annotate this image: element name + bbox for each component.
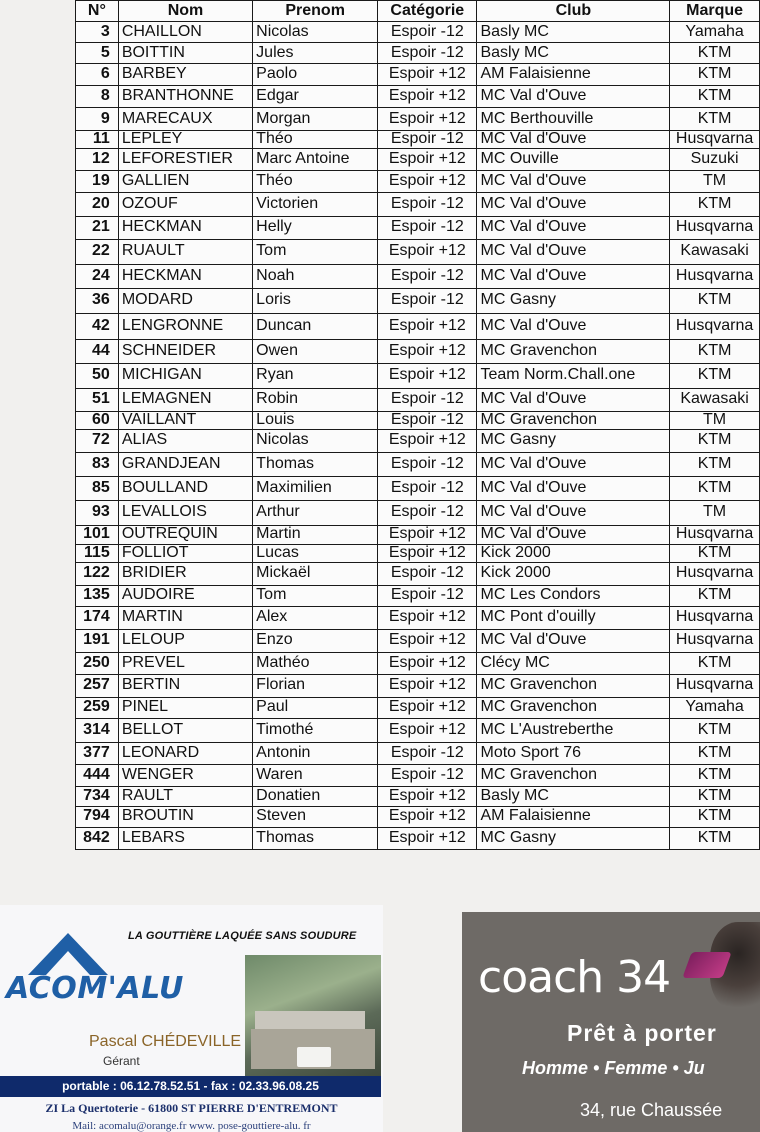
acomalu-brand: ACOM'ALU — [6, 971, 184, 1006]
cell-club: MC Val d'Ouve — [477, 452, 670, 476]
cell-club: MC Ouville — [477, 148, 670, 170]
cell-categorie: Espoir -12 — [378, 288, 477, 313]
cell-num: 44 — [76, 339, 119, 363]
cell-prenom: Jules — [253, 43, 378, 64]
table-row — [76, 64, 760, 86]
cell-prenom: Alex — [253, 606, 378, 629]
cell-nom: PINEL — [118, 697, 252, 718]
cell-nom: CHAILLON — [118, 22, 252, 43]
acomalu-slogan: LA GOUTTIÈRE LAQUÉE SANS SOUDURE — [128, 930, 357, 942]
coach34-street: 34, rue Chaussée — [580, 1100, 723, 1120]
cell-club: MC Pont d'ouilly — [477, 606, 670, 629]
cell-nom: BOULLAND — [118, 476, 252, 500]
table-row — [76, 339, 760, 363]
cell-prenom: Thomas — [253, 452, 378, 476]
cell-marque: KTM — [670, 786, 760, 806]
cell-nom: FOLLIOT — [118, 544, 252, 562]
cell-nom: GRANDJEAN — [118, 452, 252, 476]
table-row — [76, 652, 760, 674]
acomalu-mail: Mail: acomalu@orange.fr www. pose-gouttiere-alu. fr — [72, 1120, 311, 1132]
header-nom: Nom — [118, 1, 252, 22]
cell-categorie: Espoir +12 — [378, 148, 477, 170]
cell-num: 734 — [76, 786, 119, 806]
cell-num: 5 — [76, 43, 119, 64]
cell-marque: Kawasaki — [670, 239, 760, 264]
cell-prenom: Enzo — [253, 629, 378, 652]
cell-num: 314 — [76, 718, 119, 742]
cell-club: MC Gasny — [477, 429, 670, 452]
cell-marque: Husqvarna — [670, 264, 760, 288]
header-prenom: Prenom — [253, 1, 378, 22]
cell-categorie: Espoir +12 — [378, 629, 477, 652]
cell-club: MC Val d'Ouve — [477, 264, 670, 288]
table-header-row — [76, 1, 760, 22]
cell-nom: ALIAS — [118, 429, 252, 452]
cell-prenom: Tom — [253, 585, 378, 606]
cell-categorie: Espoir -12 — [378, 264, 477, 288]
cell-categorie: Espoir -12 — [378, 388, 477, 411]
riders-table — [75, 0, 760, 850]
cell-categorie: Espoir -12 — [378, 131, 477, 149]
cell-num: 101 — [76, 525, 119, 544]
cell-categorie: Espoir -12 — [378, 742, 477, 764]
cell-nom: MARECAUX — [118, 108, 252, 131]
cell-prenom: Owen — [253, 339, 378, 363]
cell-prenom: Mickaël — [253, 562, 378, 585]
cell-nom: VAILLANT — [118, 411, 252, 429]
cell-categorie: Espoir +12 — [378, 525, 477, 544]
table-row — [76, 562, 760, 585]
cell-num: 21 — [76, 216, 119, 239]
acomalu-person: Pascal CHÉDEVILLE — [89, 1033, 242, 1050]
cell-categorie: Espoir -12 — [378, 500, 477, 525]
cell-prenom: Lucas — [253, 544, 378, 562]
cell-marque: KTM — [670, 827, 760, 849]
table-row — [76, 525, 760, 544]
cell-categorie: Espoir +12 — [378, 64, 477, 86]
cell-prenom: Nicolas — [253, 22, 378, 43]
header-categorie: Catégorie — [378, 1, 477, 22]
cell-categorie: Espoir +12 — [378, 652, 477, 674]
cell-nom: RUAULT — [118, 239, 252, 264]
cell-nom: BROUTIN — [118, 806, 252, 827]
cell-num: 8 — [76, 86, 119, 108]
cell-club: MC Gravenchon — [477, 697, 670, 718]
coach34-ad — [462, 912, 760, 1132]
cell-marque: Suzuki — [670, 148, 760, 170]
table-row — [76, 827, 760, 849]
cell-prenom: Noah — [253, 264, 378, 288]
table-row — [76, 216, 760, 239]
cell-categorie: Espoir -12 — [378, 43, 477, 64]
cell-club: MC Gasny — [477, 827, 670, 849]
table-row — [76, 742, 760, 764]
cell-nom: RAULT — [118, 786, 252, 806]
cell-nom: LEBARS — [118, 827, 252, 849]
cell-marque: KTM — [670, 452, 760, 476]
cell-categorie: Espoir +12 — [378, 806, 477, 827]
cell-prenom: Arthur — [253, 500, 378, 525]
cell-nom: LEVALLOIS — [118, 500, 252, 525]
cell-nom: SCHNEIDER — [118, 339, 252, 363]
cell-marque: Kawasaki — [670, 388, 760, 411]
table-row — [76, 192, 760, 216]
table-row — [76, 108, 760, 131]
cell-categorie: Espoir +12 — [378, 697, 477, 718]
cell-nom: BRANTHONNE — [118, 86, 252, 108]
cell-marque: KTM — [670, 742, 760, 764]
table-row — [76, 86, 760, 108]
cell-nom: GALLIEN — [118, 170, 252, 192]
cell-categorie: Espoir -12 — [378, 22, 477, 43]
cell-prenom: Victorien — [253, 192, 378, 216]
cell-club: Kick 2000 — [477, 562, 670, 585]
acomalu-address: ZI La Quertoterie - 61800 ST PIERRE D'ENTREMONT — [45, 1101, 338, 1115]
table-row — [76, 764, 760, 786]
table-row — [76, 476, 760, 500]
cell-num: 6 — [76, 64, 119, 86]
acomalu-logo-icon — [28, 933, 108, 975]
cell-club: Kick 2000 — [477, 544, 670, 562]
cell-num: 22 — [76, 239, 119, 264]
coach34-brand: coach 34 — [478, 952, 671, 1003]
cell-club: Basly MC — [477, 786, 670, 806]
table-row — [76, 313, 760, 339]
cell-club: MC Val d'Ouve — [477, 629, 670, 652]
cell-club: Clécy MC — [477, 652, 670, 674]
cell-prenom: Paul — [253, 697, 378, 718]
cell-nom: HECKMAN — [118, 264, 252, 288]
cell-nom: BRIDIER — [118, 562, 252, 585]
table-row — [76, 500, 760, 525]
cell-num: 257 — [76, 674, 119, 697]
cell-marque: KTM — [670, 652, 760, 674]
acomalu-phones: portable : 06.12.78.52.51 - fax : 02.33.96.08.25 — [0, 1076, 381, 1097]
table-row — [76, 264, 760, 288]
header-club: Club — [477, 1, 670, 22]
cell-marque: TM — [670, 170, 760, 192]
cell-club: MC Val d'Ouve — [477, 525, 670, 544]
cell-nom: WENGER — [118, 764, 252, 786]
cell-categorie: Espoir -12 — [378, 562, 477, 585]
cell-prenom: Edgar — [253, 86, 378, 108]
table-row — [76, 170, 760, 192]
coach34-tagline: Prêt à porter — [567, 1020, 717, 1046]
cell-num: 50 — [76, 363, 119, 388]
cell-prenom: Marc Antoine — [253, 148, 378, 170]
table-row — [76, 674, 760, 697]
cell-marque: KTM — [670, 43, 760, 64]
cell-num: 377 — [76, 742, 119, 764]
cell-club: MC Gasny — [477, 288, 670, 313]
cell-categorie: Espoir +12 — [378, 363, 477, 388]
cell-prenom: Théo — [253, 170, 378, 192]
cell-club: Basly MC — [477, 22, 670, 43]
building-photo — [245, 955, 381, 1080]
cell-club: MC Val d'Ouve — [477, 86, 670, 108]
cell-prenom: Waren — [253, 764, 378, 786]
cell-club: Basly MC — [477, 43, 670, 64]
cell-categorie: Espoir +12 — [378, 239, 477, 264]
cell-marque: KTM — [670, 429, 760, 452]
cell-num: 72 — [76, 429, 119, 452]
cell-nom: AUDOIRE — [118, 585, 252, 606]
cell-categorie: Espoir -12 — [378, 476, 477, 500]
cell-marque: KTM — [670, 476, 760, 500]
acomalu-ad — [0, 905, 383, 1132]
cell-prenom: Mathéo — [253, 652, 378, 674]
cell-marque: KTM — [670, 585, 760, 606]
table-row — [76, 239, 760, 264]
cell-categorie: Espoir +12 — [378, 86, 477, 108]
cell-marque: KTM — [670, 86, 760, 108]
table-row — [76, 718, 760, 742]
cell-prenom: Steven — [253, 806, 378, 827]
cell-nom: MARTIN — [118, 606, 252, 629]
header-num: N° — [76, 1, 119, 22]
cell-prenom: Donatien — [253, 786, 378, 806]
cell-club: MC Gravenchon — [477, 674, 670, 697]
cell-prenom: Florian — [253, 674, 378, 697]
table-row — [76, 786, 760, 806]
cell-club: MC Gravenchon — [477, 411, 670, 429]
cell-num: 3 — [76, 22, 119, 43]
table-row — [76, 697, 760, 718]
cell-marque: KTM — [670, 64, 760, 86]
cell-num: 794 — [76, 806, 119, 827]
cell-num: 191 — [76, 629, 119, 652]
cell-prenom: Tom — [253, 239, 378, 264]
cell-marque: TM — [670, 411, 760, 429]
cell-categorie: Espoir -12 — [378, 192, 477, 216]
table-row — [76, 22, 760, 43]
cell-num: 444 — [76, 764, 119, 786]
cell-marque: Husqvarna — [670, 313, 760, 339]
cell-categorie: Espoir -12 — [378, 216, 477, 239]
table-row — [76, 411, 760, 429]
cell-club: MC Gravenchon — [477, 764, 670, 786]
cell-marque: Husqvarna — [670, 131, 760, 149]
cell-club: AM Falaisienne — [477, 64, 670, 86]
cell-club: MC Val d'Ouve — [477, 500, 670, 525]
cell-num: 9 — [76, 108, 119, 131]
cell-prenom: Thomas — [253, 827, 378, 849]
cell-num: 51 — [76, 388, 119, 411]
cell-marque: KTM — [670, 192, 760, 216]
cell-marque: Husqvarna — [670, 216, 760, 239]
cell-categorie: Espoir +12 — [378, 429, 477, 452]
cell-num: 20 — [76, 192, 119, 216]
table-row — [76, 544, 760, 562]
cell-club: MC Val d'Ouve — [477, 192, 670, 216]
cell-nom: LENGRONNE — [118, 313, 252, 339]
cell-club: Team Norm.Chall.one — [477, 363, 670, 388]
cell-num: 122 — [76, 562, 119, 585]
cell-nom: LEMAGNEN — [118, 388, 252, 411]
cell-categorie: Espoir +12 — [378, 170, 477, 192]
table-row — [76, 606, 760, 629]
cell-num: 83 — [76, 452, 119, 476]
table-row — [76, 148, 760, 170]
cell-categorie: Espoir -12 — [378, 764, 477, 786]
cell-nom: MICHIGAN — [118, 363, 252, 388]
cell-marque: TM — [670, 500, 760, 525]
cell-num: 259 — [76, 697, 119, 718]
cell-num: 12 — [76, 148, 119, 170]
cell-club: MC Val d'Ouve — [477, 239, 670, 264]
cell-prenom: Morgan — [253, 108, 378, 131]
cell-club: MC Val d'Ouve — [477, 388, 670, 411]
table-row — [76, 585, 760, 606]
cell-marque: KTM — [670, 718, 760, 742]
cell-prenom: Loris — [253, 288, 378, 313]
cell-marque: KTM — [670, 339, 760, 363]
cell-num: 85 — [76, 476, 119, 500]
cell-club: MC Val d'Ouve — [477, 476, 670, 500]
cell-nom: OUTREQUIN — [118, 525, 252, 544]
cell-marque: Husqvarna — [670, 562, 760, 585]
cell-num: 174 — [76, 606, 119, 629]
cell-marque: KTM — [670, 544, 760, 562]
cell-marque: Husqvarna — [670, 629, 760, 652]
cell-marque: KTM — [670, 363, 760, 388]
acomalu-role: Gérant — [103, 1054, 140, 1068]
cell-prenom: Maximilien — [253, 476, 378, 500]
cell-prenom: Louis — [253, 411, 378, 429]
table-body — [76, 22, 760, 850]
cell-marque: Husqvarna — [670, 525, 760, 544]
cell-categorie: Espoir +12 — [378, 827, 477, 849]
table-row — [76, 452, 760, 476]
cell-categorie: Espoir +12 — [378, 786, 477, 806]
header-marque: Marque — [670, 1, 760, 22]
cell-club: MC L'Austreberthe — [477, 718, 670, 742]
cell-marque: Husqvarna — [670, 674, 760, 697]
cell-club: MC Val d'Ouve — [477, 313, 670, 339]
table-row — [76, 288, 760, 313]
cell-categorie: Espoir -12 — [378, 411, 477, 429]
table-row — [76, 43, 760, 64]
cell-nom: BARBEY — [118, 64, 252, 86]
cell-club: Moto Sport 76 — [477, 742, 670, 764]
cell-marque: Husqvarna — [670, 606, 760, 629]
cell-categorie: Espoir +12 — [378, 108, 477, 131]
cell-nom: PREVEL — [118, 652, 252, 674]
cell-categorie: Espoir -12 — [378, 585, 477, 606]
cell-prenom: Nicolas — [253, 429, 378, 452]
cell-nom: OZOUF — [118, 192, 252, 216]
cell-num: 135 — [76, 585, 119, 606]
cell-prenom: Antonin — [253, 742, 378, 764]
cell-categorie: Espoir +12 — [378, 544, 477, 562]
cell-categorie: Espoir -12 — [378, 452, 477, 476]
cell-num: 115 — [76, 544, 119, 562]
cell-num: 93 — [76, 500, 119, 525]
table-row — [76, 388, 760, 411]
cell-club: MC Val d'Ouve — [477, 131, 670, 149]
cell-prenom: Robin — [253, 388, 378, 411]
cell-nom: LEONARD — [118, 742, 252, 764]
cell-nom: BOITTIN — [118, 43, 252, 64]
cell-prenom: Paolo — [253, 64, 378, 86]
coach34-lines: Homme • Femme • Ju — [522, 1058, 705, 1078]
table-row — [76, 131, 760, 149]
cell-prenom: Théo — [253, 131, 378, 149]
table-row — [76, 429, 760, 452]
cell-marque: KTM — [670, 288, 760, 313]
cell-prenom: Helly — [253, 216, 378, 239]
cell-nom: BERTIN — [118, 674, 252, 697]
cell-marque: Yamaha — [670, 22, 760, 43]
cell-nom: MODARD — [118, 288, 252, 313]
cell-nom: LEPLEY — [118, 131, 252, 149]
cell-categorie: Espoir +12 — [378, 718, 477, 742]
cell-num: 11 — [76, 131, 119, 149]
cell-nom: HECKMAN — [118, 216, 252, 239]
cell-club: MC Les Condors — [477, 585, 670, 606]
cell-nom: LELOUP — [118, 629, 252, 652]
cell-marque: KTM — [670, 806, 760, 827]
cell-num: 250 — [76, 652, 119, 674]
cell-num: 842 — [76, 827, 119, 849]
cell-nom: LEFORESTIER — [118, 148, 252, 170]
cell-marque: Yamaha — [670, 697, 760, 718]
cell-categorie: Espoir +12 — [378, 674, 477, 697]
cell-num: 42 — [76, 313, 119, 339]
cell-club: AM Falaisienne — [477, 806, 670, 827]
cell-num: 24 — [76, 264, 119, 288]
cell-club: MC Berthouville — [477, 108, 670, 131]
cell-prenom: Timothé — [253, 718, 378, 742]
cell-num: 60 — [76, 411, 119, 429]
cell-num: 36 — [76, 288, 119, 313]
cell-num: 19 — [76, 170, 119, 192]
table-row — [76, 363, 760, 388]
cell-categorie: Espoir +12 — [378, 339, 477, 363]
table-row — [76, 806, 760, 827]
cell-nom: BELLOT — [118, 718, 252, 742]
cell-marque: KTM — [670, 764, 760, 786]
cell-prenom: Ryan — [253, 363, 378, 388]
cell-prenom: Martin — [253, 525, 378, 544]
table-row — [76, 629, 760, 652]
cell-club: MC Val d'Ouve — [477, 216, 670, 239]
cell-club: MC Val d'Ouve — [477, 170, 670, 192]
cell-club: MC Gravenchon — [477, 339, 670, 363]
cell-marque: KTM — [670, 108, 760, 131]
cell-prenom: Duncan — [253, 313, 378, 339]
cell-categorie: Espoir +12 — [378, 606, 477, 629]
cell-categorie: Espoir +12 — [378, 313, 477, 339]
